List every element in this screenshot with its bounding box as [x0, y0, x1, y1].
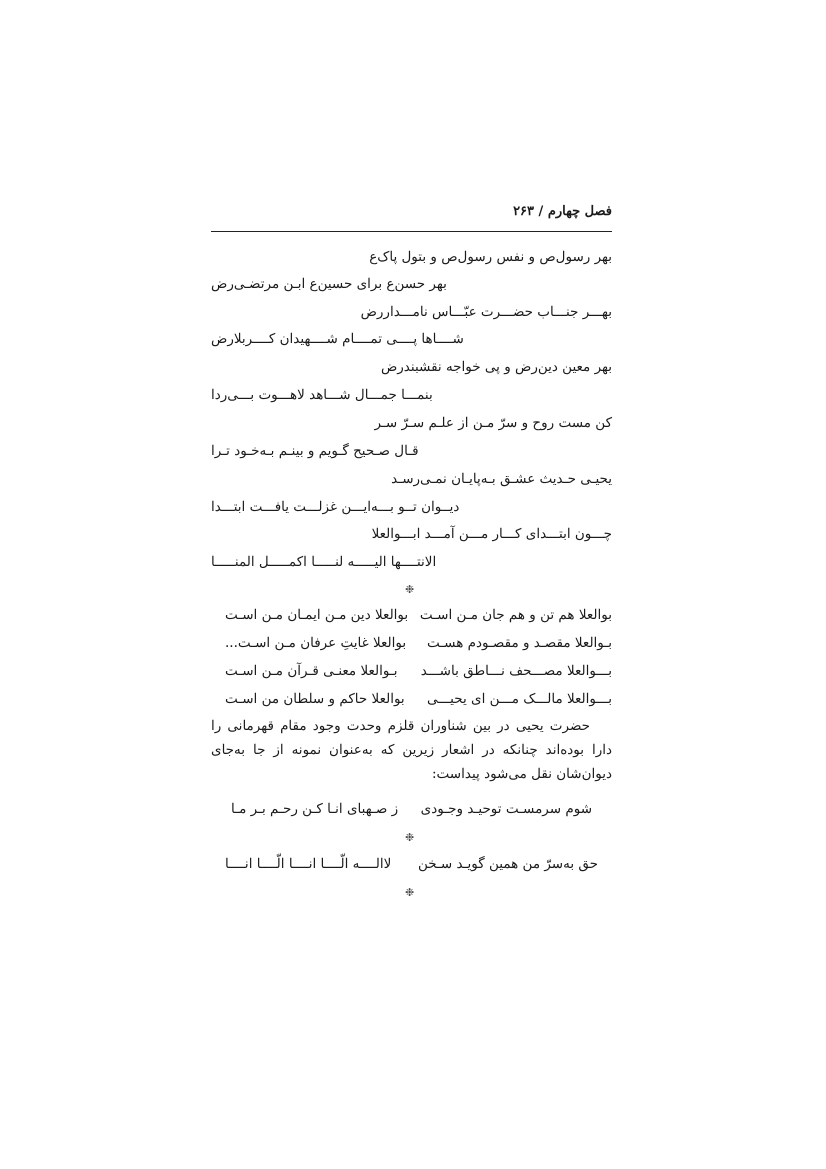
separator-ornament: ❉ — [405, 831, 415, 844]
verse-line: کن مست روح و سرّ مـن از علـم سـرّ سـر — [374, 415, 612, 431]
hemistich-first: حق به‌سرّ من همین گویـد سـخن — [417, 856, 598, 872]
hemistich-second: بوالعلا غایتِ عرفان مـن اسـت... — [225, 635, 407, 651]
hemistich-first: بـوالعلا مقصـد و مقصـودم هسـت — [426, 635, 612, 651]
hemistich-second: بوالعلا دین مـن ایمـان مـن اسـت — [225, 607, 409, 623]
hemistich-second: بوالعلا حاکم و سلطان من اسـت — [225, 691, 405, 707]
verse-line: دیــوان تــو بـــه‌ایـــن غزلـــت یافـــت ابتـــدا — [211, 499, 460, 515]
hemistich-first: شوم سرمسـت توحیـد وجـودی — [420, 801, 592, 817]
hemistich-second: بـوالعلا معنـی قـرآن مـن اسـت — [225, 663, 398, 679]
verse-line: یحیـی حـدیث عشـق بـه‌پایـان نمـی‌رسـد — [391, 471, 612, 487]
verse-line: شــــاها پــــی تمــــام شــــهیدان کــــربلا‌رض — [211, 331, 464, 347]
hemistich-second: لاالــــه الّــــا انــــا الّــــا انــــا — [225, 856, 392, 872]
hemistich-first: بـــوالعلا مصـــحف نـــاطق باشـــد — [420, 663, 612, 679]
separator-ornament: ❉ — [405, 886, 415, 899]
hemistich-first: بوالعلا هم تن و هم جان مـن اسـت — [419, 607, 612, 623]
prose-paragraph — [211, 714, 612, 786]
verse-line: چـــون ابتـــدای کـــار مـــن آمـــد ابـــوالعلا — [371, 526, 612, 542]
verse-line: بهر معین دین‌رض و پی خواجه نقشبند‌رض — [380, 359, 612, 375]
verse-line: بهر حسن‌ع برای حسین‌ع ابـن مرتضـی‌رض — [211, 276, 447, 292]
hemistich-second: ز صـهبای انـا کـن رحـم بـر مـا — [231, 801, 399, 817]
running-header: فصل چهارم / ۲۶۳ — [513, 204, 612, 219]
verse-line: بهـــر جنـــاب حضـــرت عبّـــاس نامـــدار‌رض — [360, 304, 612, 320]
verse-line: الانتــــها الیـــــه لنـــــا اکمـــــل المنـــــا — [211, 554, 437, 570]
separator-ornament: ❉ — [405, 583, 415, 596]
verse-line: قـال صـحیح گـویم و بینـم بـه‌خـود تـرا — [211, 443, 419, 459]
header-rule — [211, 231, 612, 232]
verse-line: بنمـــا جمـــال شـــاهد لاهـــوت بـــی‌ردا — [211, 387, 433, 403]
prose-text: حضرت یحیی در بین شناوران قلزم وحدت وجود مقام قهرمانی را دارا بوده‌اند چنانکه در اشعار زیرین که به‌عنوان نمونه از جا به‌جای دیوان‌شان نقل می‌شود پیداست: — [211, 718, 612, 782]
verse-line: بهر رسول‌ص و نفس رسول‌ص و بتول پاک‌ع — [369, 249, 612, 265]
hemistich-first: بـــوالعلا مالـــک مـــن ای یحیـــی — [427, 691, 612, 707]
